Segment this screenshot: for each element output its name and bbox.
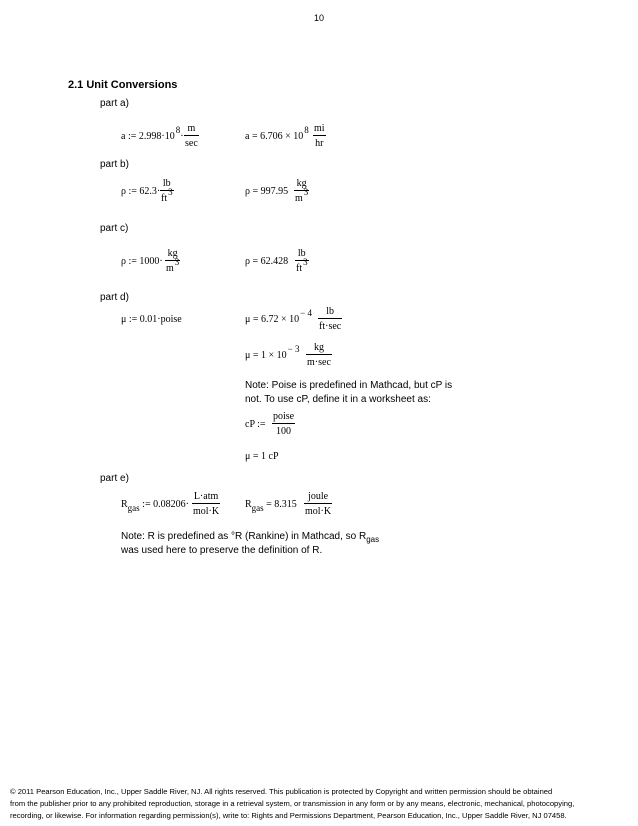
part-d-r1-eq bbox=[245, 308, 312, 325]
part-d-r1-val: 6.72 × 10 bbox=[261, 314, 300, 325]
part-e-label: part e) bbox=[100, 473, 129, 484]
part-a-left-num: m bbox=[187, 123, 196, 134]
footer-line1: © 2011 Pearson Education, Inc., Upper Saddle River, NJ. All rights reserved. This publication is protected by Copyright and written permission should be obtained bbox=[10, 787, 553, 796]
part-e-right-den: mol·K bbox=[304, 503, 332, 517]
part-a-left-coef: 2.998·10 bbox=[138, 131, 175, 142]
part-b-label: part b) bbox=[100, 159, 129, 170]
part-c-right-den: ft bbox=[296, 263, 303, 274]
part-b-right-den: m bbox=[295, 193, 303, 204]
part-e-left-r: R bbox=[121, 499, 128, 510]
part-e-right-val: = 8.315 bbox=[266, 499, 297, 510]
part-e-note bbox=[121, 530, 379, 558]
cp-definition-lhs: cP := bbox=[245, 419, 266, 430]
part-c-label: part c) bbox=[100, 223, 129, 234]
part-c-left-den-exp: 3 bbox=[174, 257, 180, 267]
part-d-left-eq: μ := 0.01·poise bbox=[121, 314, 182, 325]
part-a-left-lhs: a := bbox=[121, 131, 137, 142]
part-b-left-lhs: ρ := bbox=[121, 186, 137, 197]
part-e-left-unit bbox=[192, 491, 220, 517]
part-a-left-unit bbox=[184, 123, 199, 149]
part-b-left-den-exp: 3 bbox=[168, 187, 173, 197]
part-e-left-eq bbox=[121, 499, 189, 513]
part-e-right-eq bbox=[245, 499, 297, 513]
part-d-r1-exp: − 4 bbox=[300, 308, 312, 318]
part-e-note-sub: gas bbox=[366, 535, 380, 544]
part-b-right-val: 997.95 bbox=[260, 186, 289, 197]
part-d-r1-unit bbox=[318, 306, 342, 332]
cp-den: 100 bbox=[272, 423, 295, 437]
part-e-right-num: joule bbox=[308, 491, 329, 502]
part-d-note-line2: not. To use cP, define it in a worksheet as: bbox=[245, 394, 431, 405]
part-d-r2-eq bbox=[245, 344, 300, 361]
section-heading: 2.1 Unit Conversions bbox=[68, 79, 178, 91]
part-e-right-unit bbox=[304, 491, 332, 517]
footer-line3: recording, or likewise. For information regarding permission(s), write to: Rights and Permissions Department, Pearson Education, Inc., Upper Saddle River, NJ 07458. bbox=[10, 811, 567, 820]
part-b-right-eq bbox=[245, 186, 288, 197]
part-d-r2-exp: − 3 bbox=[287, 344, 300, 354]
part-b-right-den-exp: 3 bbox=[303, 187, 309, 197]
part-a-left-exp: 8 bbox=[175, 125, 181, 135]
part-d-r1-num: lb bbox=[326, 306, 334, 317]
part-d-label: part d) bbox=[100, 292, 129, 303]
part-b-right-unit bbox=[294, 178, 309, 204]
part-d-r1-lhs: μ = bbox=[245, 314, 259, 325]
part-a-right-eq bbox=[245, 125, 309, 142]
part-b-left-val: 62.3· bbox=[139, 186, 161, 197]
part-e-left-sub: gas bbox=[127, 503, 140, 513]
part-c-left-eq bbox=[121, 256, 163, 267]
part-c-left-val: 1000· bbox=[139, 256, 163, 267]
part-d-r1-den: ft·sec bbox=[318, 318, 342, 332]
part-b-left-den: ft bbox=[161, 193, 168, 204]
part-c-left-num: kg bbox=[167, 248, 178, 259]
part-c-left-lhs: ρ := bbox=[121, 256, 137, 267]
part-d-note bbox=[245, 379, 452, 407]
part-a-right-val: 6.706 × 10 bbox=[260, 131, 304, 142]
part-c-right-lhs: ρ = bbox=[245, 256, 259, 267]
part-a-left-den: sec bbox=[184, 135, 199, 149]
part-c-right-unit bbox=[295, 248, 309, 274]
part-e-left-num: L·atm bbox=[193, 491, 219, 502]
part-a-right-lhs: a = bbox=[245, 131, 258, 142]
part-e-left-den: mol·K bbox=[192, 503, 220, 517]
part-a-left-eq: a := 2.998·108· bbox=[121, 125, 184, 142]
part-c-left-den: m bbox=[166, 263, 174, 274]
footer-line2: from the publisher prior to any prohibited reproduction, storage in a retrieval system, or transmission in any form or by any means, electronic, mechanical, photocopying, bbox=[10, 799, 575, 808]
cp-definition-fraction bbox=[272, 411, 295, 437]
part-a-right-den: hr bbox=[313, 135, 326, 149]
part-b-right-num: kg bbox=[296, 178, 307, 189]
part-e-left-val: := 0.08206· bbox=[142, 499, 189, 510]
part-d-r2-lhs: μ = bbox=[245, 350, 259, 361]
part-e-right-r: R bbox=[245, 499, 252, 510]
part-a-right-num: mi bbox=[314, 123, 325, 134]
part-d-r2-num: kg bbox=[313, 342, 324, 353]
part-a-label: part a) bbox=[100, 98, 129, 109]
part-b-right-lhs: ρ = bbox=[245, 186, 259, 197]
part-c-left-unit bbox=[165, 248, 180, 274]
part-e-note-line1: Note: R is predefined as °R (Rankine) in Mathcad, so R bbox=[121, 531, 367, 542]
part-d-r2-den: m·sec bbox=[306, 354, 332, 368]
copyright-footer bbox=[10, 786, 630, 822]
part-d-note-line1: Note: Poise is predefined in Mathcad, but cP is bbox=[245, 380, 453, 391]
part-b-left-unit bbox=[160, 178, 174, 204]
part-d-r2-val: 1 × 10 bbox=[261, 350, 287, 361]
part-a-right-unit bbox=[313, 123, 326, 149]
part-c-right-eq bbox=[245, 256, 288, 267]
part-c-right-num: lb bbox=[297, 248, 306, 259]
part-b-left-num: lb bbox=[162, 178, 171, 189]
cp-num: poise bbox=[273, 411, 295, 422]
part-c-right-den-exp: 3 bbox=[303, 257, 308, 267]
part-e-right-sub: gas bbox=[251, 503, 264, 513]
part-b-left-eq bbox=[121, 186, 160, 197]
cp-result: μ = 1 cP bbox=[245, 451, 279, 462]
part-c-right-val: 62.428 bbox=[260, 256, 289, 267]
page-number: 10 bbox=[313, 13, 324, 23]
part-a-right-exp: 8 bbox=[304, 125, 309, 135]
part-e-note-line2: was used here to preserve the definition of R. bbox=[121, 545, 323, 556]
part-d-r2-unit bbox=[306, 342, 332, 368]
